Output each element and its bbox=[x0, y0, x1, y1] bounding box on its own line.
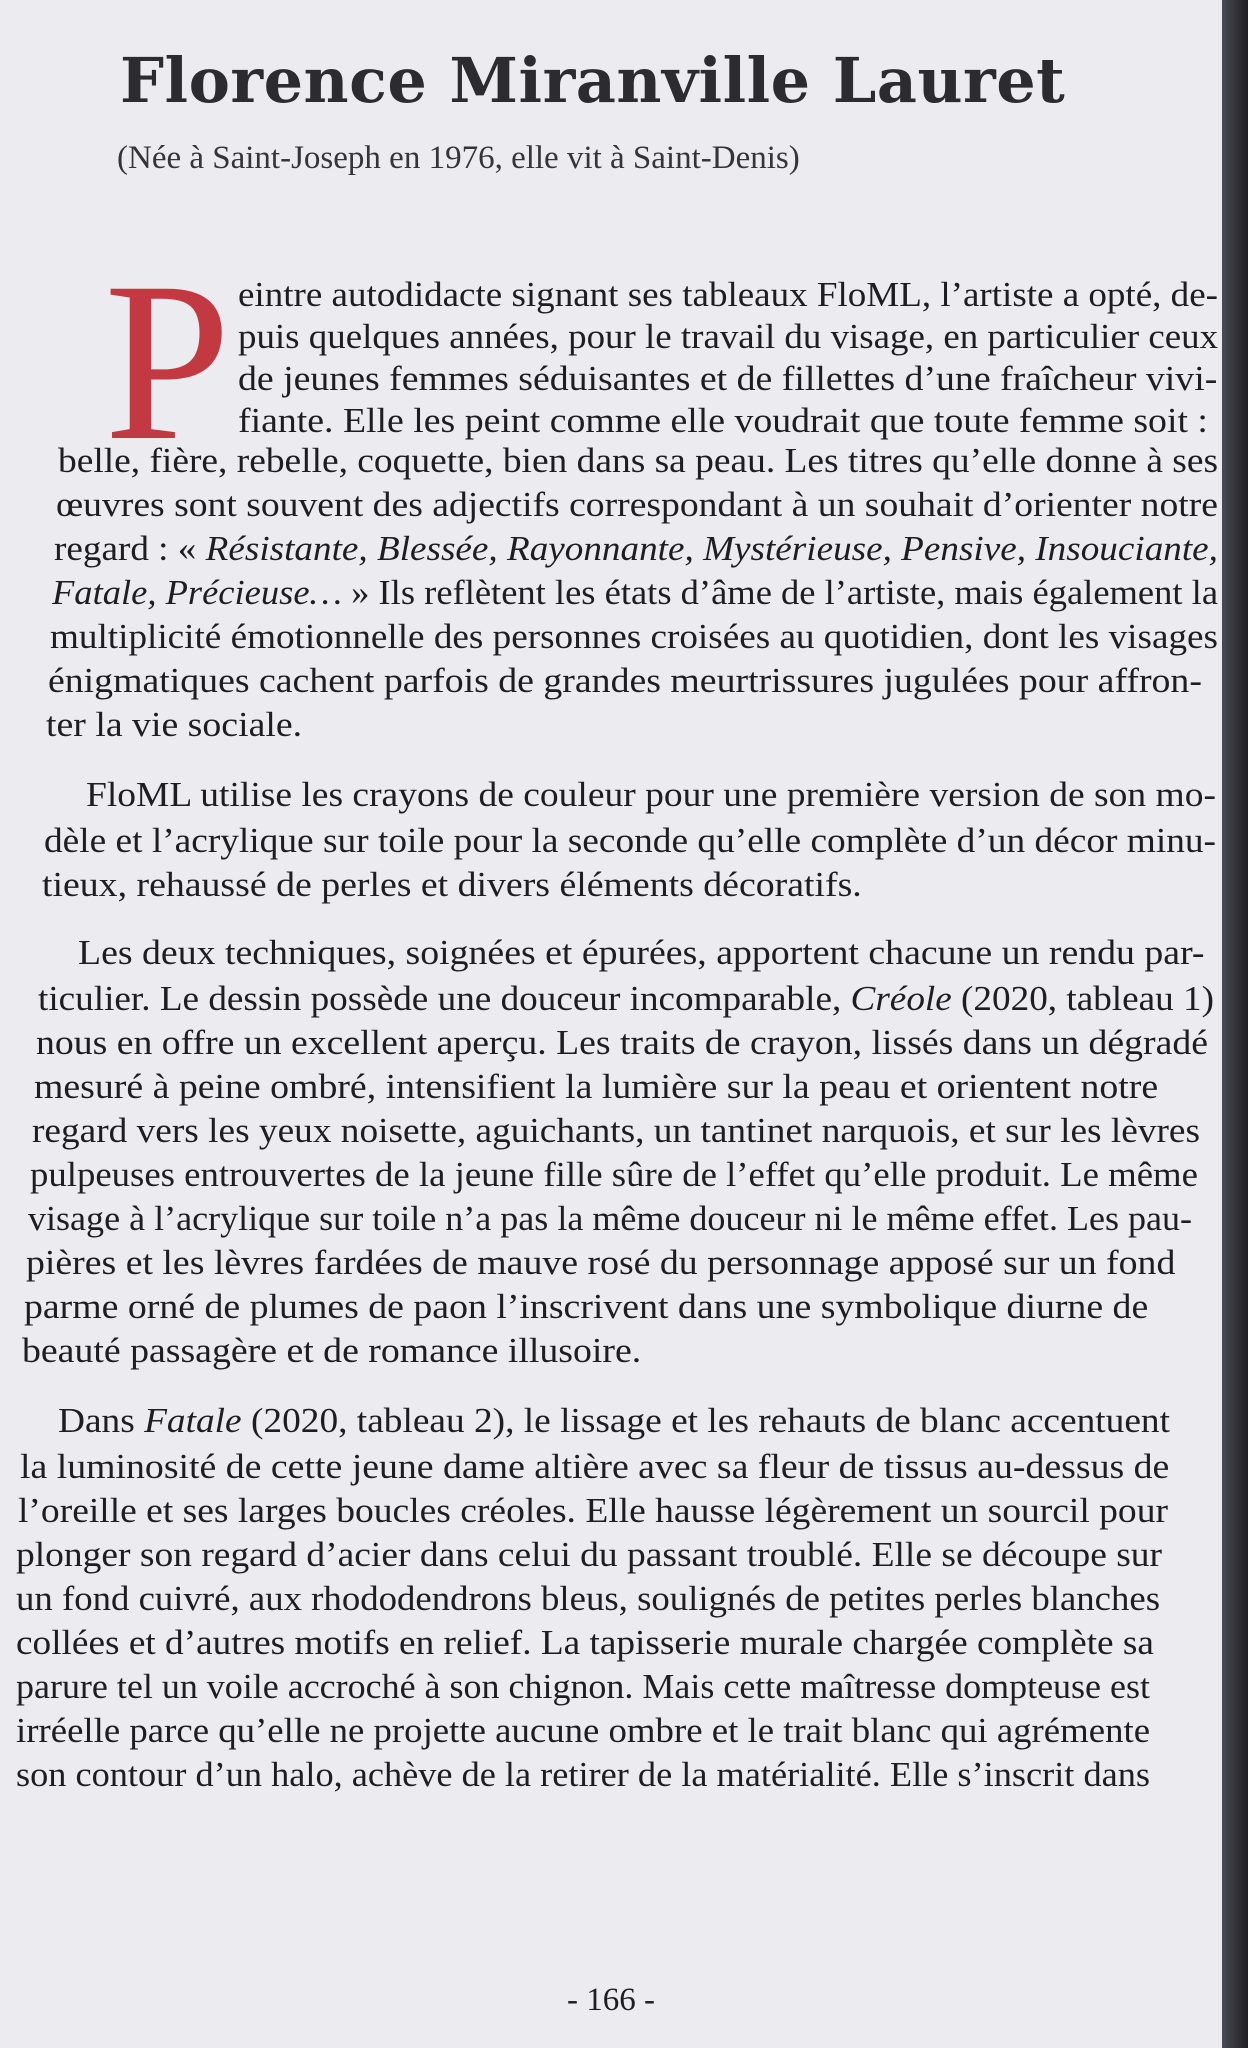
text-line bbox=[16, 1708, 1150, 1755]
body-text bbox=[16, 236, 1238, 1882]
text-line bbox=[44, 818, 1216, 865]
text-line bbox=[16, 1752, 1150, 1799]
text-segment: mesuré à peine ombré, intensifient la lumière sur la peau et orientent notre bbox=[34, 1067, 1159, 1106]
text-segment: tieux, rehaussé de perles et divers éléments décoratifs. bbox=[42, 865, 862, 904]
text-line bbox=[36, 1020, 1208, 1067]
text-segment: ticulier. Le dessin possède une douceur incomparable, bbox=[38, 979, 851, 1018]
text-line bbox=[42, 862, 862, 909]
text-segment: irréelle parce qu’elle ne projette aucune ombre et le trait blanc qui agrémente bbox=[16, 1711, 1151, 1750]
text-line bbox=[86, 772, 1216, 819]
text-segment: » Ils reflètent les états d’âme de l’artiste, mais également la bbox=[342, 573, 1219, 612]
text-segment: puis quelques années, pour le travail du visage, en particulier ceux bbox=[238, 317, 1219, 356]
italic-text: Fatale, Précieuse… bbox=[52, 573, 343, 612]
text-line bbox=[52, 570, 1218, 617]
text-line bbox=[22, 1328, 641, 1375]
text-line bbox=[238, 314, 1218, 361]
text-line bbox=[48, 658, 1202, 705]
text-segment: fiante. Elle les peint comme elle voudrait que toute femme soit : bbox=[238, 401, 1208, 440]
text-line bbox=[38, 976, 1214, 1023]
text-segment: visage à l’acrylique sur toile n’a pas la même douceur ni le même effet. Les pau- bbox=[28, 1199, 1193, 1238]
text-line bbox=[46, 702, 302, 749]
page-number: - 166 - bbox=[567, 1982, 655, 2018]
text-line bbox=[238, 272, 1218, 319]
text-segment: son contour d’un halo, achève de la retirer de la matérialité. Elle s’inscrit dans bbox=[16, 1755, 1150, 1794]
text-segment: pières et les lèvres fardées de mauve rosé du personnage apposé sur un fond bbox=[26, 1243, 1176, 1282]
text-segment: nous en offre un excellent aperçu. Les traits de crayon, lissés dans un dégradé bbox=[36, 1023, 1208, 1062]
text-segment: regard vers les yeux noisette, aguichants, un tantinet narquois, et sur les lèvres bbox=[32, 1111, 1200, 1150]
text-segment: (2020, tableau 2), le lissage et les rehauts de blanc accentuent bbox=[241, 1401, 1170, 1440]
text-segment: la luminosité de cette jeune dame altière avec sa fleur de tissus au-dessus de bbox=[20, 1447, 1170, 1486]
text-segment: multiplicité émotionnelle des personnes croisées au quotidien, dont les visages bbox=[50, 617, 1218, 656]
text-segment: l’oreille et ses larges boucles créoles. Elle hausse légèrement un sourcil pour bbox=[18, 1491, 1168, 1530]
text-segment: regard : « bbox=[54, 529, 206, 568]
text-line bbox=[16, 1576, 1160, 1623]
text-segment: œuvres sont souvent des adjectifs correspondant à un souhait d’orienter notre bbox=[56, 485, 1218, 524]
book-spine-shadow bbox=[1222, 0, 1248, 2048]
text-line bbox=[16, 1664, 1150, 1711]
text-segment: un fond cuivré, aux rhododendrons bleus, soulignés de petites perles blanches bbox=[16, 1579, 1161, 1618]
text-segment: Dans bbox=[58, 1401, 145, 1440]
text-segment: parure tel un voile accroché à son chignon. Mais cette maîtresse dompteuse est bbox=[16, 1667, 1150, 1706]
text-segment: plonger son regard d’acier dans celui du passant troublé. Elle se découpe sur bbox=[16, 1535, 1163, 1574]
italic-text: Créole bbox=[850, 979, 952, 1018]
text-line bbox=[30, 1152, 1198, 1199]
drop-cap: P bbox=[104, 236, 231, 488]
text-segment: énigmatiques cachent parfois de grandes meurtrissures jugulées pour affron- bbox=[48, 661, 1202, 700]
text-line bbox=[78, 930, 1205, 977]
text-line bbox=[16, 1620, 1154, 1667]
text-segment: dèle et l’acrylique sur toile pour la seconde qu’elle complète d’un décor minu- bbox=[44, 821, 1217, 860]
text-line bbox=[238, 356, 1217, 403]
text-segment: belle, fière, rebelle, coquette, bien dans sa peau. Les titres qu’elle donne à ses bbox=[58, 441, 1219, 480]
text-segment: ter la vie sociale. bbox=[46, 705, 303, 744]
text-line bbox=[28, 1196, 1192, 1243]
text-line bbox=[24, 1284, 1148, 1331]
text-line bbox=[58, 1398, 1170, 1445]
text-line bbox=[18, 1488, 1168, 1535]
text-line bbox=[58, 438, 1218, 485]
italic-text: Résistante, Blessée, Rayonnante, Mystérieuse, Pensive, Insouciante, bbox=[205, 529, 1218, 568]
text-segment: de jeunes femmes séduisantes et de fillettes d’une fraîcheur vivi- bbox=[238, 359, 1218, 398]
text-line bbox=[26, 1240, 1175, 1287]
page-title: Florence Miranville Lauret bbox=[120, 44, 1066, 117]
page-subtitle: (Née à Saint-Joseph en 1976, elle vit à Saint-Denis) bbox=[117, 140, 800, 176]
text-segment: FloML utilise les crayons de couleur pour une première version de son mo- bbox=[86, 775, 1216, 814]
text-segment: (2020, tableau 1) bbox=[951, 979, 1214, 1018]
text-segment: pulpeuses entrouvertes de la jeune fille sûre de l’effet qu’elle produit. Le même bbox=[30, 1155, 1198, 1194]
text-line bbox=[32, 1108, 1200, 1155]
text-segment: Les deux techniques, soignées et épurées, apportent chacune un rendu par- bbox=[78, 933, 1205, 972]
text-line bbox=[54, 526, 1218, 573]
text-line bbox=[56, 482, 1218, 529]
text-segment: parme orné de plumes de paon l’inscrivent dans une symbolique diurne de bbox=[24, 1287, 1149, 1326]
text-line bbox=[16, 1532, 1162, 1579]
text-segment: eintre autodidacte signant ses tableaux FloML, l’artiste a opté, de- bbox=[238, 275, 1218, 314]
text-line bbox=[50, 614, 1218, 661]
text-line bbox=[34, 1064, 1158, 1111]
italic-text: Fatale bbox=[144, 1401, 242, 1440]
text-line bbox=[20, 1444, 1169, 1491]
text-segment: beauté passagère et de romance illusoire. bbox=[22, 1331, 642, 1370]
text-segment: collées et d’autres motifs en relief. La tapisserie murale chargée complète sa bbox=[16, 1623, 1154, 1662]
